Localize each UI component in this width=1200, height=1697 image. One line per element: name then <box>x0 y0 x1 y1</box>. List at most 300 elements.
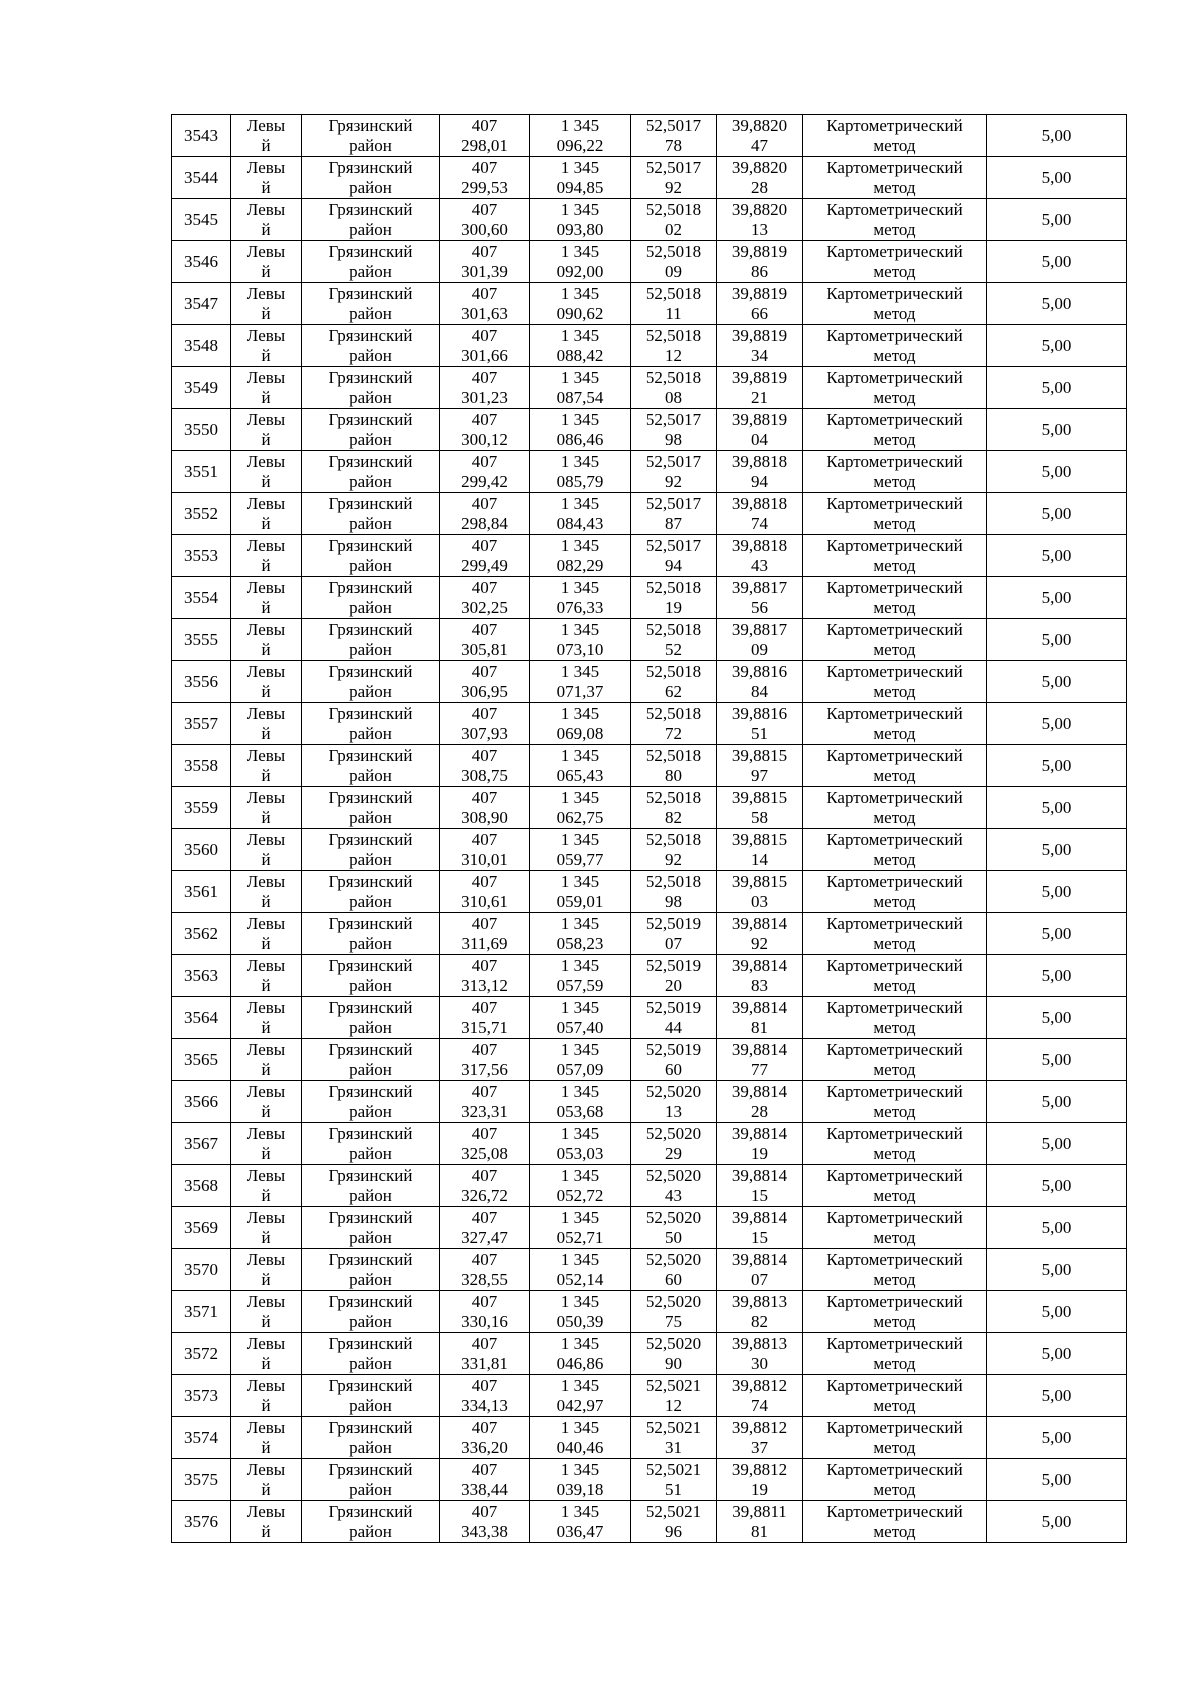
latitude-cell <box>631 1417 717 1459</box>
latitude-text: 43 <box>665 1185 682 1205</box>
side-cell <box>231 1333 302 1375</box>
longitude-cell <box>717 1417 803 1459</box>
point-number-cell <box>172 1123 231 1165</box>
district-text: район <box>349 681 392 701</box>
x-coord-text: 310,61 <box>461 891 508 911</box>
district-cell <box>302 787 440 829</box>
point-number-cell <box>172 661 231 703</box>
side-cell <box>231 409 302 451</box>
accuracy-text: 5,00 <box>1041 881 1072 901</box>
longitude-text: 82 <box>751 1311 768 1331</box>
y-coord-cell <box>530 283 631 325</box>
longitude-cell <box>717 997 803 1039</box>
latitude-text: 52,5018 <box>645 325 702 345</box>
district-text: район <box>349 639 392 659</box>
side-cell <box>231 661 302 703</box>
side-text: й <box>261 975 271 995</box>
latitude-text: 08 <box>665 387 682 407</box>
latitude-text: 11 <box>665 303 682 323</box>
district-cell <box>302 619 440 661</box>
x-coord-text: 407 <box>471 115 498 135</box>
district-text: район <box>349 1311 392 1331</box>
district-text: район <box>349 597 392 617</box>
x-coord-text: 407 <box>471 955 498 975</box>
accuracy-text: 5,00 <box>1041 1049 1072 1069</box>
longitude-text: 56 <box>751 597 768 617</box>
method-cell <box>803 1417 987 1459</box>
x-coord-cell <box>440 913 530 955</box>
x-coord-cell <box>440 1165 530 1207</box>
method-text: Картометрический <box>826 157 963 177</box>
table-row <box>172 1207 1127 1249</box>
district-cell <box>302 367 440 409</box>
latitude-text: 20 <box>665 975 682 995</box>
latitude-cell <box>631 241 717 283</box>
latitude-text: 31 <box>665 1437 682 1457</box>
latitude-text: 52,5017 <box>645 115 702 135</box>
method-cell <box>803 409 987 451</box>
latitude-text: 87 <box>665 513 682 533</box>
y-coord-text: 076,33 <box>556 597 604 617</box>
side-text: й <box>261 681 271 701</box>
side-text: Левы <box>246 367 286 387</box>
accuracy-cell <box>987 1207 1127 1249</box>
side-text: Левы <box>246 451 286 471</box>
table-row <box>172 115 1127 157</box>
accuracy-cell <box>987 661 1127 703</box>
accuracy-text: 5,00 <box>1041 1385 1072 1405</box>
accuracy-text: 5,00 <box>1041 1175 1072 1195</box>
table-row <box>172 283 1127 325</box>
method-text: Картометрический <box>826 1249 963 1269</box>
district-text: район <box>349 429 392 449</box>
longitude-cell <box>717 829 803 871</box>
point-number-text: 3562 <box>184 923 218 943</box>
accuracy-cell <box>987 1081 1127 1123</box>
method-text: метод <box>873 975 916 995</box>
y-coord-cell <box>530 955 631 997</box>
district-text: Грязинский <box>328 787 413 807</box>
method-text: метод <box>873 723 916 743</box>
point-number-text: 3551 <box>184 461 218 481</box>
x-coord-text: 407 <box>471 451 498 471</box>
side-text: й <box>261 513 271 533</box>
x-coord-text: 338,44 <box>461 1479 508 1499</box>
x-coord-text: 327,47 <box>461 1227 508 1247</box>
longitude-text: 39,8815 <box>731 745 788 765</box>
method-text: Картометрический <box>826 703 963 723</box>
district-cell <box>302 115 440 157</box>
y-coord-cell <box>530 1501 631 1543</box>
accuracy-text: 5,00 <box>1041 1007 1072 1027</box>
latitude-text: 52,5020 <box>645 1291 702 1311</box>
longitude-text: 84 <box>751 681 768 701</box>
side-text: Левы <box>246 577 286 597</box>
point-number-cell <box>172 115 231 157</box>
longitude-text: 39,8814 <box>731 1081 788 1101</box>
latitude-cell <box>631 1459 717 1501</box>
method-text: Картометрический <box>826 1123 963 1143</box>
longitude-text: 39,8820 <box>731 199 788 219</box>
district-cell <box>302 871 440 913</box>
method-text: метод <box>873 1437 916 1457</box>
latitude-text: 52,5018 <box>645 871 702 891</box>
latitude-text: 52,5021 <box>645 1501 702 1521</box>
longitude-text: 81 <box>751 1017 768 1037</box>
district-text: район <box>349 1143 392 1163</box>
side-cell <box>231 619 302 661</box>
y-coord-text: 057,59 <box>556 975 604 995</box>
y-coord-text: 1 345 <box>560 1417 600 1437</box>
longitude-text: 21 <box>751 387 768 407</box>
x-coord-cell <box>440 409 530 451</box>
side-text: й <box>261 1437 271 1457</box>
latitude-text: 52,5018 <box>645 367 702 387</box>
district-text: Грязинский <box>328 997 413 1017</box>
side-text: й <box>261 597 271 617</box>
longitude-cell <box>717 325 803 367</box>
accuracy-text: 5,00 <box>1041 335 1072 355</box>
y-coord-text: 1 345 <box>560 1039 600 1059</box>
district-text: район <box>349 219 392 239</box>
district-text: Грязинский <box>328 1459 413 1479</box>
side-text: Левы <box>246 1207 286 1227</box>
latitude-text: 12 <box>665 345 682 365</box>
side-text: Левы <box>246 1333 286 1353</box>
side-text: й <box>261 555 271 575</box>
table-row <box>172 703 1127 745</box>
side-text: й <box>261 429 271 449</box>
y-coord-text: 1 345 <box>560 745 600 765</box>
side-text: й <box>261 1269 271 1289</box>
method-text: Картометрический <box>826 325 963 345</box>
side-text: й <box>261 933 271 953</box>
district-text: Грязинский <box>328 1123 413 1143</box>
district-text: район <box>349 1353 392 1373</box>
longitude-cell <box>717 955 803 997</box>
side-text: Левы <box>246 1291 286 1311</box>
method-text: Картометрический <box>826 955 963 975</box>
latitude-text: 50 <box>665 1227 682 1247</box>
method-cell <box>803 1081 987 1123</box>
x-coord-cell <box>440 1333 530 1375</box>
method-text: Картометрический <box>826 451 963 471</box>
method-text: Картометрический <box>826 1039 963 1059</box>
accuracy-text: 5,00 <box>1041 965 1072 985</box>
side-cell <box>231 115 302 157</box>
point-number-cell <box>172 1459 231 1501</box>
table-row <box>172 1039 1127 1081</box>
side-text: Левы <box>246 787 286 807</box>
district-text: район <box>349 891 392 911</box>
latitude-text: 52,5019 <box>645 913 702 933</box>
method-text: Картометрический <box>826 577 963 597</box>
accuracy-cell <box>987 115 1127 157</box>
longitude-cell <box>717 367 803 409</box>
method-text: метод <box>873 1017 916 1037</box>
x-coord-text: 407 <box>471 913 498 933</box>
x-coord-text: 298,84 <box>461 513 508 533</box>
method-text: Картометрический <box>826 115 963 135</box>
point-number-cell <box>172 199 231 241</box>
y-coord-text: 1 345 <box>560 997 600 1017</box>
table-row <box>172 1501 1127 1543</box>
y-coord-text: 1 345 <box>560 955 600 975</box>
district-cell <box>302 1291 440 1333</box>
method-cell <box>803 1039 987 1081</box>
longitude-text: 43 <box>751 555 768 575</box>
point-number-text: 3546 <box>184 251 218 271</box>
table-row <box>172 241 1127 283</box>
point-number-text: 3570 <box>184 1259 218 1279</box>
side-cell <box>231 1501 302 1543</box>
longitude-cell <box>717 1249 803 1291</box>
point-number-cell <box>172 535 231 577</box>
method-text: метод <box>873 261 916 281</box>
point-number-cell <box>172 1165 231 1207</box>
longitude-text: 37 <box>751 1437 768 1457</box>
side-cell <box>231 241 302 283</box>
method-text: Картометрический <box>826 283 963 303</box>
x-coord-text: 407 <box>471 661 498 681</box>
longitude-text: 39,8814 <box>731 1165 788 1185</box>
accuracy-cell <box>987 829 1127 871</box>
longitude-text: 39,8819 <box>731 283 788 303</box>
side-cell <box>231 745 302 787</box>
latitude-cell <box>631 955 717 997</box>
y-coord-text: 085,79 <box>556 471 604 491</box>
accuracy-text: 5,00 <box>1041 293 1072 313</box>
y-coord-text: 1 345 <box>560 1081 600 1101</box>
y-coord-cell <box>530 787 631 829</box>
point-number-cell <box>172 1501 231 1543</box>
table-row <box>172 493 1127 535</box>
latitude-text: 92 <box>665 471 682 491</box>
x-coord-cell <box>440 535 530 577</box>
latitude-text: 72 <box>665 723 682 743</box>
district-text: район <box>349 723 392 743</box>
x-coord-cell <box>440 1039 530 1081</box>
district-text: Грязинский <box>328 199 413 219</box>
y-coord-cell <box>530 451 631 493</box>
longitude-cell <box>717 661 803 703</box>
method-text: Картометрический <box>826 409 963 429</box>
district-text: Грязинский <box>328 1333 413 1353</box>
district-text: Грязинский <box>328 535 413 555</box>
latitude-text: 94 <box>665 555 682 575</box>
longitude-text: 39,8819 <box>731 325 788 345</box>
latitude-text: 51 <box>665 1479 682 1499</box>
x-coord-text: 407 <box>471 1249 498 1269</box>
longitude-text: 39,8817 <box>731 619 788 639</box>
latitude-cell <box>631 367 717 409</box>
longitude-text: 39,8814 <box>731 1039 788 1059</box>
latitude-text: 62 <box>665 681 682 701</box>
side-text: й <box>261 135 271 155</box>
x-coord-cell <box>440 955 530 997</box>
longitude-text: 14 <box>751 849 768 869</box>
side-cell <box>231 955 302 997</box>
longitude-text: 39,8814 <box>731 1249 788 1269</box>
y-coord-text: 088,42 <box>556 345 604 365</box>
longitude-cell <box>717 451 803 493</box>
accuracy-text: 5,00 <box>1041 587 1072 607</box>
y-coord-text: 090,62 <box>556 303 604 323</box>
district-text: Грязинский <box>328 157 413 177</box>
side-text: Левы <box>246 871 286 891</box>
accuracy-cell <box>987 1417 1127 1459</box>
longitude-text: 74 <box>751 1395 768 1415</box>
accuracy-cell <box>987 1375 1127 1417</box>
side-cell <box>231 199 302 241</box>
district-text: Грязинский <box>328 1207 413 1227</box>
method-text: метод <box>873 597 916 617</box>
point-number-text: 3571 <box>184 1301 218 1321</box>
district-cell <box>302 1207 440 1249</box>
accuracy-cell <box>987 703 1127 745</box>
district-text: район <box>349 135 392 155</box>
longitude-text: 97 <box>751 765 768 785</box>
latitude-text: 92 <box>665 177 682 197</box>
district-cell <box>302 1249 440 1291</box>
y-coord-cell <box>530 199 631 241</box>
district-text: район <box>349 807 392 827</box>
y-coord-cell <box>530 1417 631 1459</box>
side-text: Левы <box>246 1249 286 1269</box>
x-coord-cell <box>440 493 530 535</box>
method-text: Картометрический <box>826 997 963 1017</box>
accuracy-text: 5,00 <box>1041 713 1072 733</box>
latitude-text: 44 <box>665 1017 682 1037</box>
y-coord-text: 1 345 <box>560 409 600 429</box>
table-row <box>172 1081 1127 1123</box>
latitude-text: 52,5018 <box>645 829 702 849</box>
point-number-cell <box>172 745 231 787</box>
accuracy-cell <box>987 283 1127 325</box>
method-cell <box>803 577 987 619</box>
method-cell <box>803 1333 987 1375</box>
longitude-text: 39,8818 <box>731 535 788 555</box>
district-text: Грязинский <box>328 325 413 345</box>
point-number-text: 3558 <box>184 755 218 775</box>
district-cell <box>302 157 440 199</box>
side-text: Левы <box>246 1123 286 1143</box>
longitude-text: 58 <box>751 807 768 827</box>
y-coord-text: 1 345 <box>560 115 600 135</box>
longitude-text: 04 <box>751 429 768 449</box>
point-number-text: 3567 <box>184 1133 218 1153</box>
y-coord-text: 1 345 <box>560 1291 600 1311</box>
table-row <box>172 1375 1127 1417</box>
latitude-cell <box>631 871 717 913</box>
point-number-text: 3557 <box>184 713 218 733</box>
accuracy-text: 5,00 <box>1041 167 1072 187</box>
latitude-text: 52,5018 <box>645 703 702 723</box>
x-coord-text: 307,93 <box>461 723 508 743</box>
district-text: район <box>349 1017 392 1037</box>
side-text: Левы <box>246 1165 286 1185</box>
method-cell <box>803 829 987 871</box>
latitude-text: 52,5019 <box>645 1039 702 1059</box>
method-text: метод <box>873 1479 916 1499</box>
district-text: район <box>349 303 392 323</box>
x-coord-text: 301,66 <box>461 345 508 365</box>
latitude-text: 52,5017 <box>645 535 702 555</box>
side-text: й <box>261 471 271 491</box>
district-cell <box>302 1501 440 1543</box>
table-row <box>172 325 1127 367</box>
district-text: Грязинский <box>328 829 413 849</box>
point-number-text: 3563 <box>184 965 218 985</box>
point-number-cell <box>172 1081 231 1123</box>
method-text: Картометрический <box>826 1333 963 1353</box>
y-coord-cell <box>530 535 631 577</box>
table-row <box>172 1165 1127 1207</box>
method-text: метод <box>873 639 916 659</box>
longitude-cell <box>717 1123 803 1165</box>
method-text: Картометрический <box>826 1081 963 1101</box>
method-text: метод <box>873 471 916 491</box>
latitude-cell <box>631 619 717 661</box>
accuracy-text: 5,00 <box>1041 503 1072 523</box>
side-text: Левы <box>246 703 286 723</box>
y-coord-text: 057,40 <box>556 1017 604 1037</box>
table-row <box>172 787 1127 829</box>
table-row <box>172 1249 1127 1291</box>
y-coord-text: 1 345 <box>560 1207 600 1227</box>
side-cell <box>231 1039 302 1081</box>
method-text: метод <box>873 177 916 197</box>
point-number-cell <box>172 241 231 283</box>
y-coord-text: 084,43 <box>556 513 604 533</box>
district-text: район <box>349 471 392 491</box>
point-number-text: 3560 <box>184 839 218 859</box>
longitude-cell <box>717 1501 803 1543</box>
method-text: метод <box>873 1521 916 1541</box>
accuracy-cell <box>987 1333 1127 1375</box>
method-cell <box>803 871 987 913</box>
point-number-text: 3553 <box>184 545 218 565</box>
longitude-text: 39,8816 <box>731 661 788 681</box>
y-coord-text: 059,01 <box>556 891 604 911</box>
latitude-text: 13 <box>665 1101 682 1121</box>
method-text: Картометрический <box>826 1459 963 1479</box>
method-cell <box>803 1207 987 1249</box>
point-number-text: 3572 <box>184 1343 218 1363</box>
longitude-cell <box>717 1039 803 1081</box>
point-number-cell <box>172 787 231 829</box>
latitude-cell <box>631 745 717 787</box>
x-coord-text: 407 <box>471 1081 498 1101</box>
district-text: район <box>349 1521 392 1541</box>
x-coord-cell <box>440 283 530 325</box>
method-text: метод <box>873 807 916 827</box>
x-coord-text: 407 <box>471 1207 498 1227</box>
y-coord-cell <box>530 325 631 367</box>
side-cell <box>231 703 302 745</box>
x-coord-text: 407 <box>471 493 498 513</box>
district-cell <box>302 1459 440 1501</box>
district-cell <box>302 241 440 283</box>
x-coord-text: 323,31 <box>461 1101 508 1121</box>
accuracy-text: 5,00 <box>1041 1091 1072 1111</box>
accuracy-cell <box>987 871 1127 913</box>
x-coord-text: 300,12 <box>461 429 508 449</box>
longitude-text: 39,8815 <box>731 829 788 849</box>
district-cell <box>302 493 440 535</box>
side-text: Левы <box>246 535 286 555</box>
side-text: Левы <box>246 241 286 261</box>
